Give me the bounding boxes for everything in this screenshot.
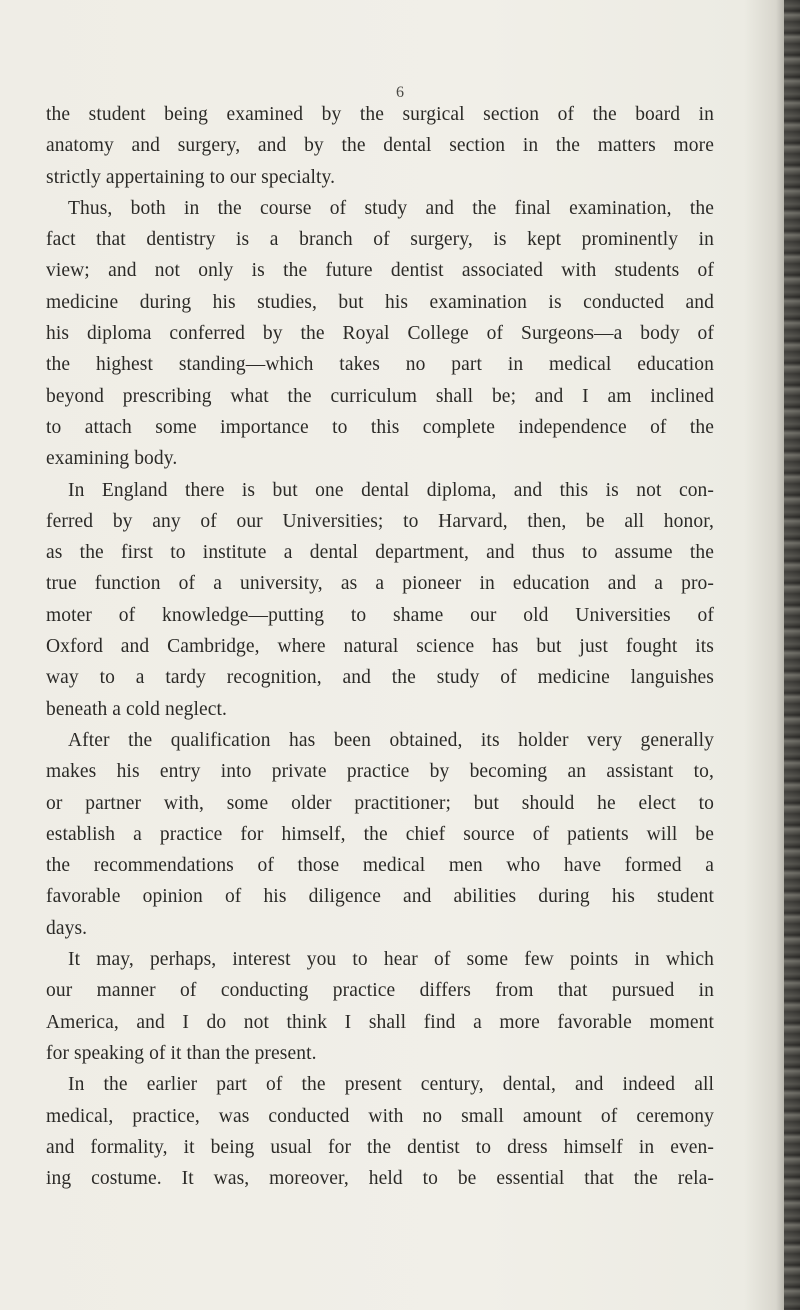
text-line: Oxford and Cambridge, where natural science has but just fought its [46, 636, 714, 658]
page-binding-edge [784, 0, 800, 1310]
text-line: for speaking of it than the present. [46, 1042, 317, 1064]
text-line: anatomy and surgery, and by the dental section in the matters more [46, 135, 714, 157]
text-line: as the first to institute a dental department, and thus to assume the [46, 542, 714, 564]
text-line: way to a tardy recognition, and the study of medicine languishes [46, 667, 714, 689]
text-line: beneath a cold neglect. [46, 698, 227, 720]
text-line: In England there is but one dental diploma, and this is not con- [68, 479, 714, 501]
text-line: America, and I do not think I shall find a more favorable moment [46, 1011, 714, 1033]
text-line: moter of knowledge—putting to shame our old Universities of [46, 604, 714, 626]
text-line: In the earlier part of the present century, dental, and indeed all [68, 1074, 714, 1096]
text-line: beyond prescribing what the curriculum shall be; and I am inclined [46, 385, 714, 407]
text-line: fact that dentistry is a branch of surgery, is kept prominently in [46, 229, 714, 251]
text-line: examining body. [46, 448, 178, 470]
text-line: Thus, both in the course of study and the final examination, the [68, 197, 714, 219]
text-line: medicine during his studies, but his examination is conducted and [46, 291, 714, 313]
text-line: his diploma conferred by the Royal College of Surgeons—a body of [46, 323, 714, 345]
text-line: strictly appertaining to our specialty. [46, 166, 336, 188]
text-line: or partner with, some older practitioner; but should he elect to [46, 792, 714, 814]
text-line: makes his entry into private practice by becoming an assistant to, [46, 761, 714, 783]
text-line: days. [46, 917, 88, 939]
text-line: ferred by any of our Universities; to Harvard, then, be all honor, [46, 510, 714, 532]
text-line: view; and not only is the future dentist associated with students of [46, 260, 714, 282]
text-line: the highest standing—which takes no part in medical education [46, 354, 714, 376]
text-line: true function of a university, as a pioneer in education and a pro- [46, 573, 714, 595]
text-line: ing costume. It was, moreover, held to be essential that the rela- [46, 1168, 714, 1190]
text-line: the student being examined by the surgical section of the board in [46, 104, 714, 125]
text-line: establish a practice for himself, the chief source of patients will be [46, 823, 714, 845]
text-line: and formality, it being usual for the dentist to dress himself in even- [46, 1136, 714, 1158]
page-number: 6 [396, 84, 404, 101]
text-line: It may, perhaps, interest you to hear of some few points in which [68, 949, 714, 971]
text-line: favorable opinion of his diligence and abilities during his student [46, 886, 714, 908]
text-line: the recommendations of those medical men who have formed a [46, 855, 714, 877]
text-line: our manner of conducting practice differs from that pursued in [46, 980, 714, 1002]
text-line: to attach some importance to this complete independence of the [46, 416, 714, 438]
text-line: After the qualification has been obtained, its holder very generally [68, 729, 714, 751]
body-text [46, 99, 714, 1194]
text-line: medical, practice, was conducted with no small amount of ceremony [46, 1105, 714, 1127]
